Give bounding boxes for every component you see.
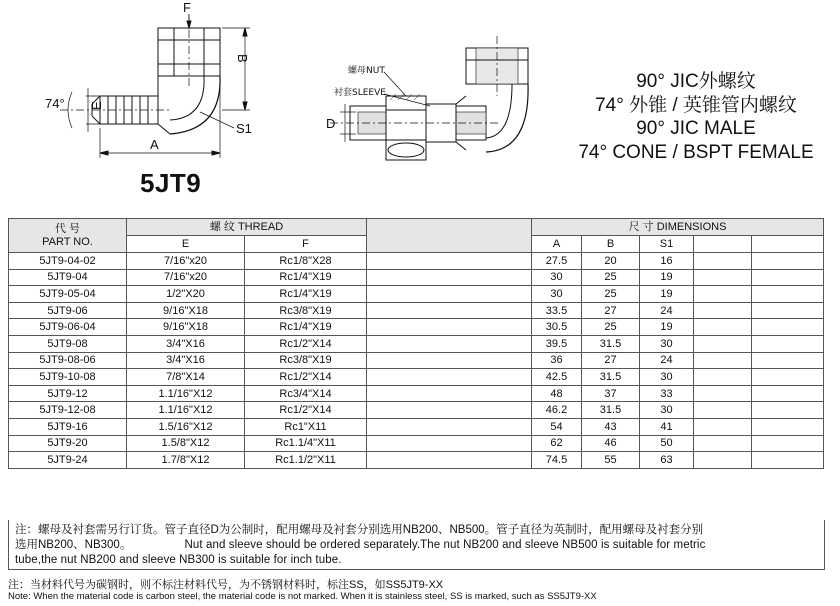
thread-f-cell: Rc1/8"X28 (245, 253, 367, 270)
table-row (9, 286, 824, 303)
dim-b-cell: 37 (582, 385, 640, 402)
dim-a-cell: 74.5 (532, 452, 582, 469)
label-s1: S1 (236, 121, 252, 136)
blank-cell (367, 319, 532, 336)
part-no-cell: 5JT9-06 (9, 302, 127, 319)
blank-cell (367, 269, 532, 286)
model-code: 5JT9 (140, 168, 202, 198)
empty-cell (752, 286, 824, 303)
dim-a-cell: 30 (532, 269, 582, 286)
dim-s1-cell: 19 (640, 286, 694, 303)
header-s1: S1 (640, 236, 694, 253)
thread-e-cell: 1.1/16"X12 (127, 402, 245, 419)
blank-cell (367, 253, 532, 270)
thread-e-cell: 1/2"X20 (127, 286, 245, 303)
note-cn-line-2: 选用NB200、NB300。 (15, 539, 132, 551)
thread-e-cell: 9/16"X18 (127, 319, 245, 336)
table-row (9, 253, 824, 270)
empty-cell (694, 452, 752, 469)
thread-f-cell: Rc1/2"X14 (245, 335, 367, 352)
label-nut: 螺母NUT (348, 66, 385, 76)
empty-cell (694, 435, 752, 452)
header-dimensions: 尺 寸 DIMENSIONS (532, 219, 824, 236)
empty-cell (752, 418, 824, 435)
table-row (9, 269, 824, 286)
header-part-cn: 代 号 (54, 222, 81, 235)
dim-s1-cell: 16 (640, 253, 694, 270)
dim-b-cell: 25 (582, 269, 640, 286)
note-en-line-2: Nut and sleeve should be ordered separately.The nut NB200 and sleeve NB500 is suitable for metric (184, 539, 706, 551)
note-en-line-3: tube,the nut NB200 and sleeve NB300 is suitable for inch tube. (15, 554, 342, 566)
header-empty-2 (752, 236, 824, 253)
dim-a-cell: 36 (532, 352, 582, 369)
fitting-description (560, 70, 832, 164)
header-thread: 螺 纹 THREAD (127, 219, 367, 236)
table-row (9, 452, 824, 469)
dim-a-cell: 30.5 (532, 319, 582, 336)
table-header-row-1 (9, 219, 824, 236)
description-line-4: 74° CONE / BSPT FEMALE (578, 141, 814, 163)
label-d: D (326, 116, 336, 131)
dim-b-cell: 31.5 (582, 402, 640, 419)
empty-cell (752, 319, 824, 336)
blank-cell (367, 302, 532, 319)
empty-cell (752, 369, 824, 386)
empty-cell (752, 302, 824, 319)
thread-e-cell: 3/4"X16 (127, 352, 245, 369)
thread-f-cell: Rc1/2"X14 (245, 402, 367, 419)
table-row (9, 435, 824, 452)
label-angle: 74° (45, 96, 65, 111)
part-no-cell: 5JT9-16 (9, 418, 127, 435)
description-line-3: 90° JIC MALE (636, 118, 756, 139)
dim-a-cell: 39.5 (532, 335, 582, 352)
empty-cell (752, 402, 824, 419)
dim-a-cell: 27.5 (532, 253, 582, 270)
part-no-cell: 5JT9-04-02 (9, 253, 127, 270)
label-e: E (89, 101, 104, 110)
empty-cell (694, 352, 752, 369)
blank-cell (367, 435, 532, 452)
empty-cell (694, 253, 752, 270)
blank-cell (367, 385, 532, 402)
thread-f-cell: Rc1"X11 (245, 418, 367, 435)
dim-a-cell: 46.2 (532, 402, 582, 419)
note-line-2 (15, 538, 820, 553)
dim-s1-cell: 24 (640, 302, 694, 319)
empty-cell (694, 335, 752, 352)
dim-b-cell: 27 (582, 302, 640, 319)
thread-f-cell: Rc1/4"X19 (245, 319, 367, 336)
thread-f-cell: Rc1.1/4"X11 (245, 435, 367, 452)
label-b: B (235, 54, 250, 63)
part-no-cell: 5JT9-10-08 (9, 369, 127, 386)
part-no-cell: 5JT9-05-04 (9, 286, 127, 303)
dim-b-cell: 46 (582, 435, 640, 452)
thread-e-cell: 1.5/8"X12 (127, 435, 245, 452)
empty-cell (752, 435, 824, 452)
note-cn-line-1: 注：螺母及衬套需另行订货。管子直径D为公制时，配用螺母及衬套分别选用NB200、NB500。管子直径为英制时，配用螺母及衬套分别 (15, 524, 704, 536)
header-blank (367, 219, 532, 253)
right-assembly-drawing (330, 36, 528, 160)
part-no-cell: 5JT9-06-04 (9, 319, 127, 336)
table-row (9, 335, 824, 352)
dim-b-cell: 25 (582, 319, 640, 336)
thread-e-cell: 1.7/8"X12 (127, 452, 245, 469)
dim-s1-cell: 30 (640, 335, 694, 352)
footer-note-cn: 注：当材料代号为碳钢时，则不标注材料代号，为不锈钢材料时，标注SS，如SS5JT9-XX (8, 579, 444, 591)
table-row (9, 402, 824, 419)
part-no-cell: 5JT9-08-06 (9, 352, 127, 369)
header-b: B (582, 236, 640, 253)
blank-cell (367, 335, 532, 352)
table-row (9, 385, 824, 402)
empty-cell (752, 269, 824, 286)
header-e: E (127, 236, 245, 253)
table-row (9, 418, 824, 435)
blank-cell (367, 418, 532, 435)
empty-cell (752, 452, 824, 469)
header-f: F (245, 236, 367, 253)
dim-s1-cell: 63 (640, 452, 694, 469)
description-line-1: 90° JIC外螺纹 (636, 71, 756, 92)
empty-cell (694, 418, 752, 435)
empty-cell (752, 385, 824, 402)
empty-cell (694, 369, 752, 386)
dim-s1-cell: 41 (640, 418, 694, 435)
dim-a-cell: 62 (532, 435, 582, 452)
footer-note-en: Note: When the material code is carbon steel, the material code is not marked. When it is stainless steel, SS is marked, such as SS5JT9-XX (8, 591, 597, 602)
dim-b-cell: 25 (582, 286, 640, 303)
thread-e-cell: 1.5/16"X12 (127, 418, 245, 435)
table-row (9, 319, 824, 336)
empty-cell (694, 402, 752, 419)
blank-cell (367, 286, 532, 303)
dim-a-cell: 54 (532, 418, 582, 435)
dim-s1-cell: 33 (640, 385, 694, 402)
dim-s1-cell: 30 (640, 369, 694, 386)
header-a: A (532, 236, 582, 253)
dim-a-cell: 30 (532, 286, 582, 303)
part-no-cell: 5JT9-20 (9, 435, 127, 452)
dim-s1-cell: 19 (640, 269, 694, 286)
thread-f-cell: Rc1/4"X19 (245, 286, 367, 303)
thread-e-cell: 3/4"X16 (127, 335, 245, 352)
label-sleeve: 衬套SLEEVE (334, 88, 386, 98)
part-no-cell: 5JT9-24 (9, 452, 127, 469)
dim-s1-cell: 30 (640, 402, 694, 419)
header-empty-1 (694, 236, 752, 253)
dim-b-cell: 27 (582, 352, 640, 369)
spec-table (8, 218, 824, 469)
thread-f-cell: Rc3/8"X19 (245, 352, 367, 369)
label-f: F (183, 0, 191, 15)
dim-s1-cell: 24 (640, 352, 694, 369)
label-a: A (150, 137, 159, 152)
part-no-cell: 5JT9-04 (9, 269, 127, 286)
blank-cell (367, 369, 532, 386)
header-part-en: PART NO. (42, 235, 93, 248)
empty-cell (694, 302, 752, 319)
blank-cell (367, 452, 532, 469)
header-part-no (9, 219, 127, 253)
thread-e-cell: 7/16"x20 (127, 269, 245, 286)
dim-s1-cell: 50 (640, 435, 694, 452)
table-row (9, 302, 824, 319)
thread-f-cell: Rc1/4"X19 (245, 269, 367, 286)
table-row (9, 352, 824, 369)
blank-cell (367, 352, 532, 369)
thread-e-cell: 9/16"X18 (127, 302, 245, 319)
table-body (9, 253, 824, 469)
description-line-2: 74° 外锥 / 英锥管内螺纹 (595, 94, 797, 116)
empty-cell (694, 385, 752, 402)
dim-b-cell: 31.5 (582, 335, 640, 352)
thread-e-cell: 7/16"x20 (127, 253, 245, 270)
empty-cell (752, 335, 824, 352)
empty-cell (694, 286, 752, 303)
part-no-cell: 5JT9-12-08 (9, 402, 127, 419)
thread-f-cell: Rc1.1/2"X11 (245, 452, 367, 469)
table-row (9, 369, 824, 386)
thread-e-cell: 7/8"X14 (127, 369, 245, 386)
note-box (8, 520, 825, 570)
thread-f-cell: Rc3/4"X14 (245, 385, 367, 402)
blank-cell (367, 402, 532, 419)
empty-cell (752, 253, 824, 270)
dim-b-cell: 55 (582, 452, 640, 469)
dim-a-cell: 48 (532, 385, 582, 402)
empty-cell (694, 269, 752, 286)
dim-b-cell: 31.5 (582, 369, 640, 386)
part-no-cell: 5JT9-12 (9, 385, 127, 402)
empty-cell (752, 352, 824, 369)
dim-s1-cell: 19 (640, 319, 694, 336)
dim-a-cell: 42.5 (532, 369, 582, 386)
dim-b-cell: 20 (582, 253, 640, 270)
thread-f-cell: Rc3/8"X19 (245, 302, 367, 319)
thread-e-cell: 1.1/16"X12 (127, 385, 245, 402)
part-no-cell: 5JT9-08 (9, 335, 127, 352)
thread-f-cell: Rc1/2"X14 (245, 369, 367, 386)
empty-cell (694, 319, 752, 336)
dim-b-cell: 43 (582, 418, 640, 435)
dim-a-cell: 33.5 (532, 302, 582, 319)
